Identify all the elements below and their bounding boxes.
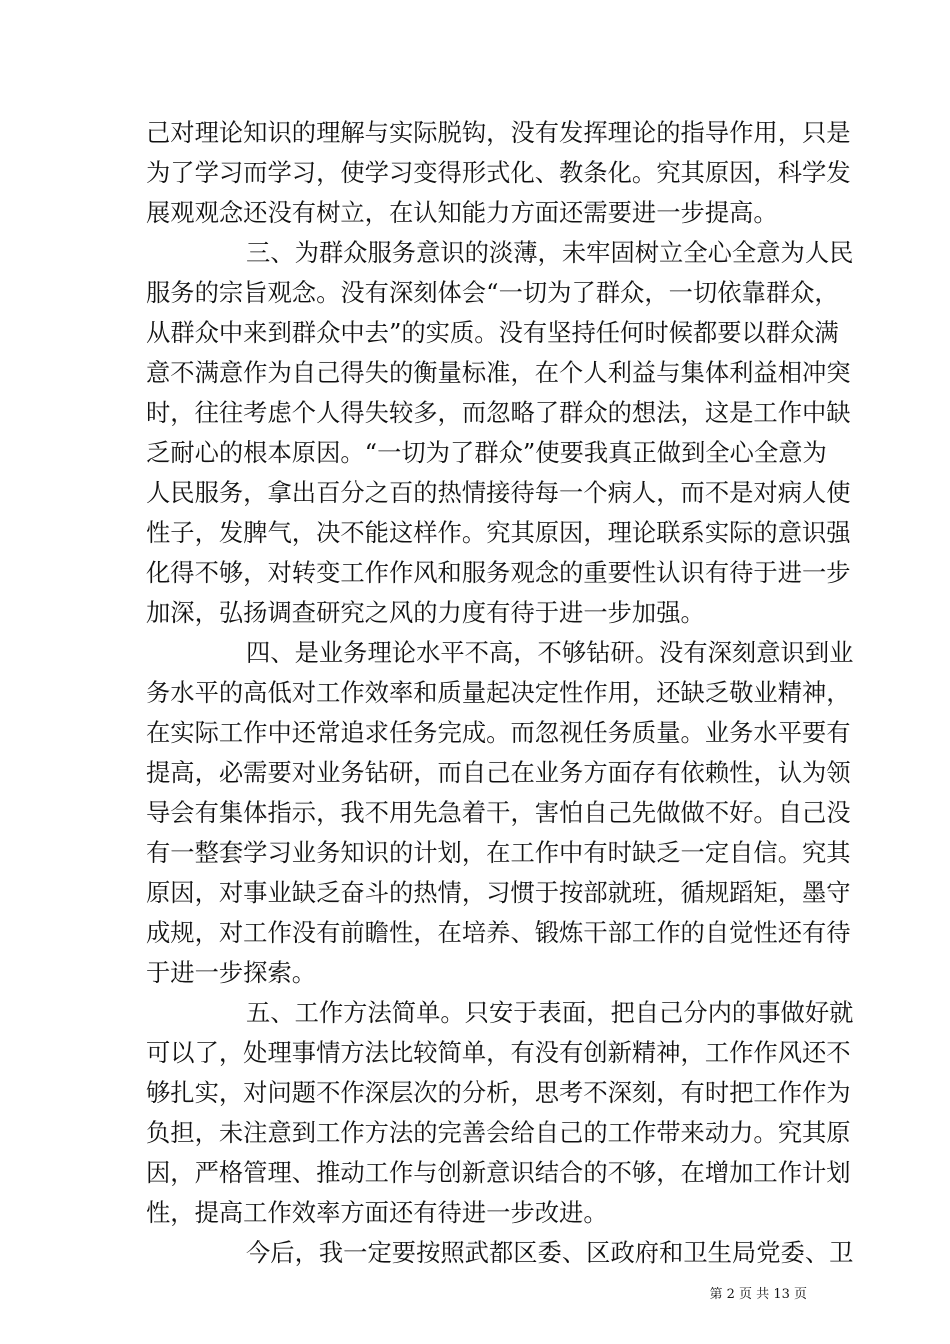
text-line: 因，严格管理、推动工作与创新意识结合的不够，在增加工作计划: [146, 1158, 851, 1187]
text-line: 在实际工作中还常追求任务完成。而忽视任务质量。业务水平要有: [146, 718, 851, 747]
text-line: 意不满意作为自己得失的衡量标准，在个人利益与集体利益相冲突: [146, 358, 851, 387]
text-line: 务水平的高低对工作效率和质量起决定性作用，还缺乏敬业精神，: [146, 678, 851, 707]
text-line: 为了学习而学习，使学习变得形式化、教条化。究其原因，科学发: [146, 158, 851, 187]
paragraph-start-line: 四、是业务理论水平不高，不够钻研。没有深刻意识到业: [246, 638, 854, 667]
text-line: 可以了，处理事情方法比较简单，有没有创新精神，工作作风还不: [146, 1038, 851, 1067]
paragraph-start-line: 三、为群众服务意识的淡薄，未牢固树立全心全意为人民: [246, 238, 854, 267]
text-line: 提高，必需要对业务钻研，而自己在业务方面存有依赖性，认为领: [146, 758, 851, 787]
text-line: 人民服务，拿出百分之百的热情接待每一个病人，而不是对病人使: [146, 478, 851, 507]
text-line: 够扎实，对问题不作深层次的分析，思考不深刻，有时把工作作为: [146, 1078, 851, 1107]
text-line: 有一整套学习业务知识的计划，在工作中有时缺乏一定自信。究其: [146, 838, 851, 867]
text-line: 于进一步探索。: [146, 958, 317, 987]
text-line: 从群众中来到群众中去”的实质。没有坚持任何时候都要以群众满: [146, 318, 839, 347]
text-line: 乏耐心的根本原因。“一切为了群众”使要我真正做到全心全意为: [146, 438, 827, 467]
page-number: 第 2 页 共 13 页: [709, 1287, 807, 1302]
text-line: 服务的宗旨观念。没有深刻体会“一切为了群众，一切依靠群众，: [146, 278, 839, 307]
text-line: 己对理论知识的理解与实际脱钩，没有发挥理论的指导作用，只是: [146, 118, 851, 147]
text-line: 性，提高工作效率方面还有待进一步改进。: [146, 1198, 608, 1227]
text-line: 展观观念还没有树立，在认知能力方面还需要进一步提高。: [146, 198, 778, 227]
text-line: 化得不够，对转变工作作风和服务观念的重要性认识有待于进一步: [146, 558, 851, 587]
text-line: 加深，弘扬调查研究之风的力度有待于进一步加强。: [146, 598, 705, 627]
text-line: 时，往往考虑个人得失较多，而忽略了群众的想法，这是工作中缺: [146, 398, 851, 427]
text-line: 性子，发脾气，决不能这样作。究其原因，理论联系实际的意识强: [146, 518, 851, 547]
text-line: 负担，未注意到工作方法的完善会给自己的工作带来动力。究其原: [146, 1118, 851, 1147]
paragraph-start-line: 今后，我一定要按照武都区委、区政府和卫生局党委、卫: [246, 1238, 854, 1267]
paragraph-start-line: 五、工作方法简单。只安于表面，把自己分内的事做好就: [246, 998, 854, 1027]
text-line: 成规，对工作没有前瞻性，在培养、锻炼干部工作的自觉性还有待: [146, 918, 851, 947]
text-line: 原因，对事业缺乏奋斗的热情，习惯于按部就班，循规蹈矩，墨守: [146, 878, 851, 907]
text-line: 导会有集体指示，我不用先急着干，害怕自己先做做不好。自己没: [146, 798, 851, 827]
